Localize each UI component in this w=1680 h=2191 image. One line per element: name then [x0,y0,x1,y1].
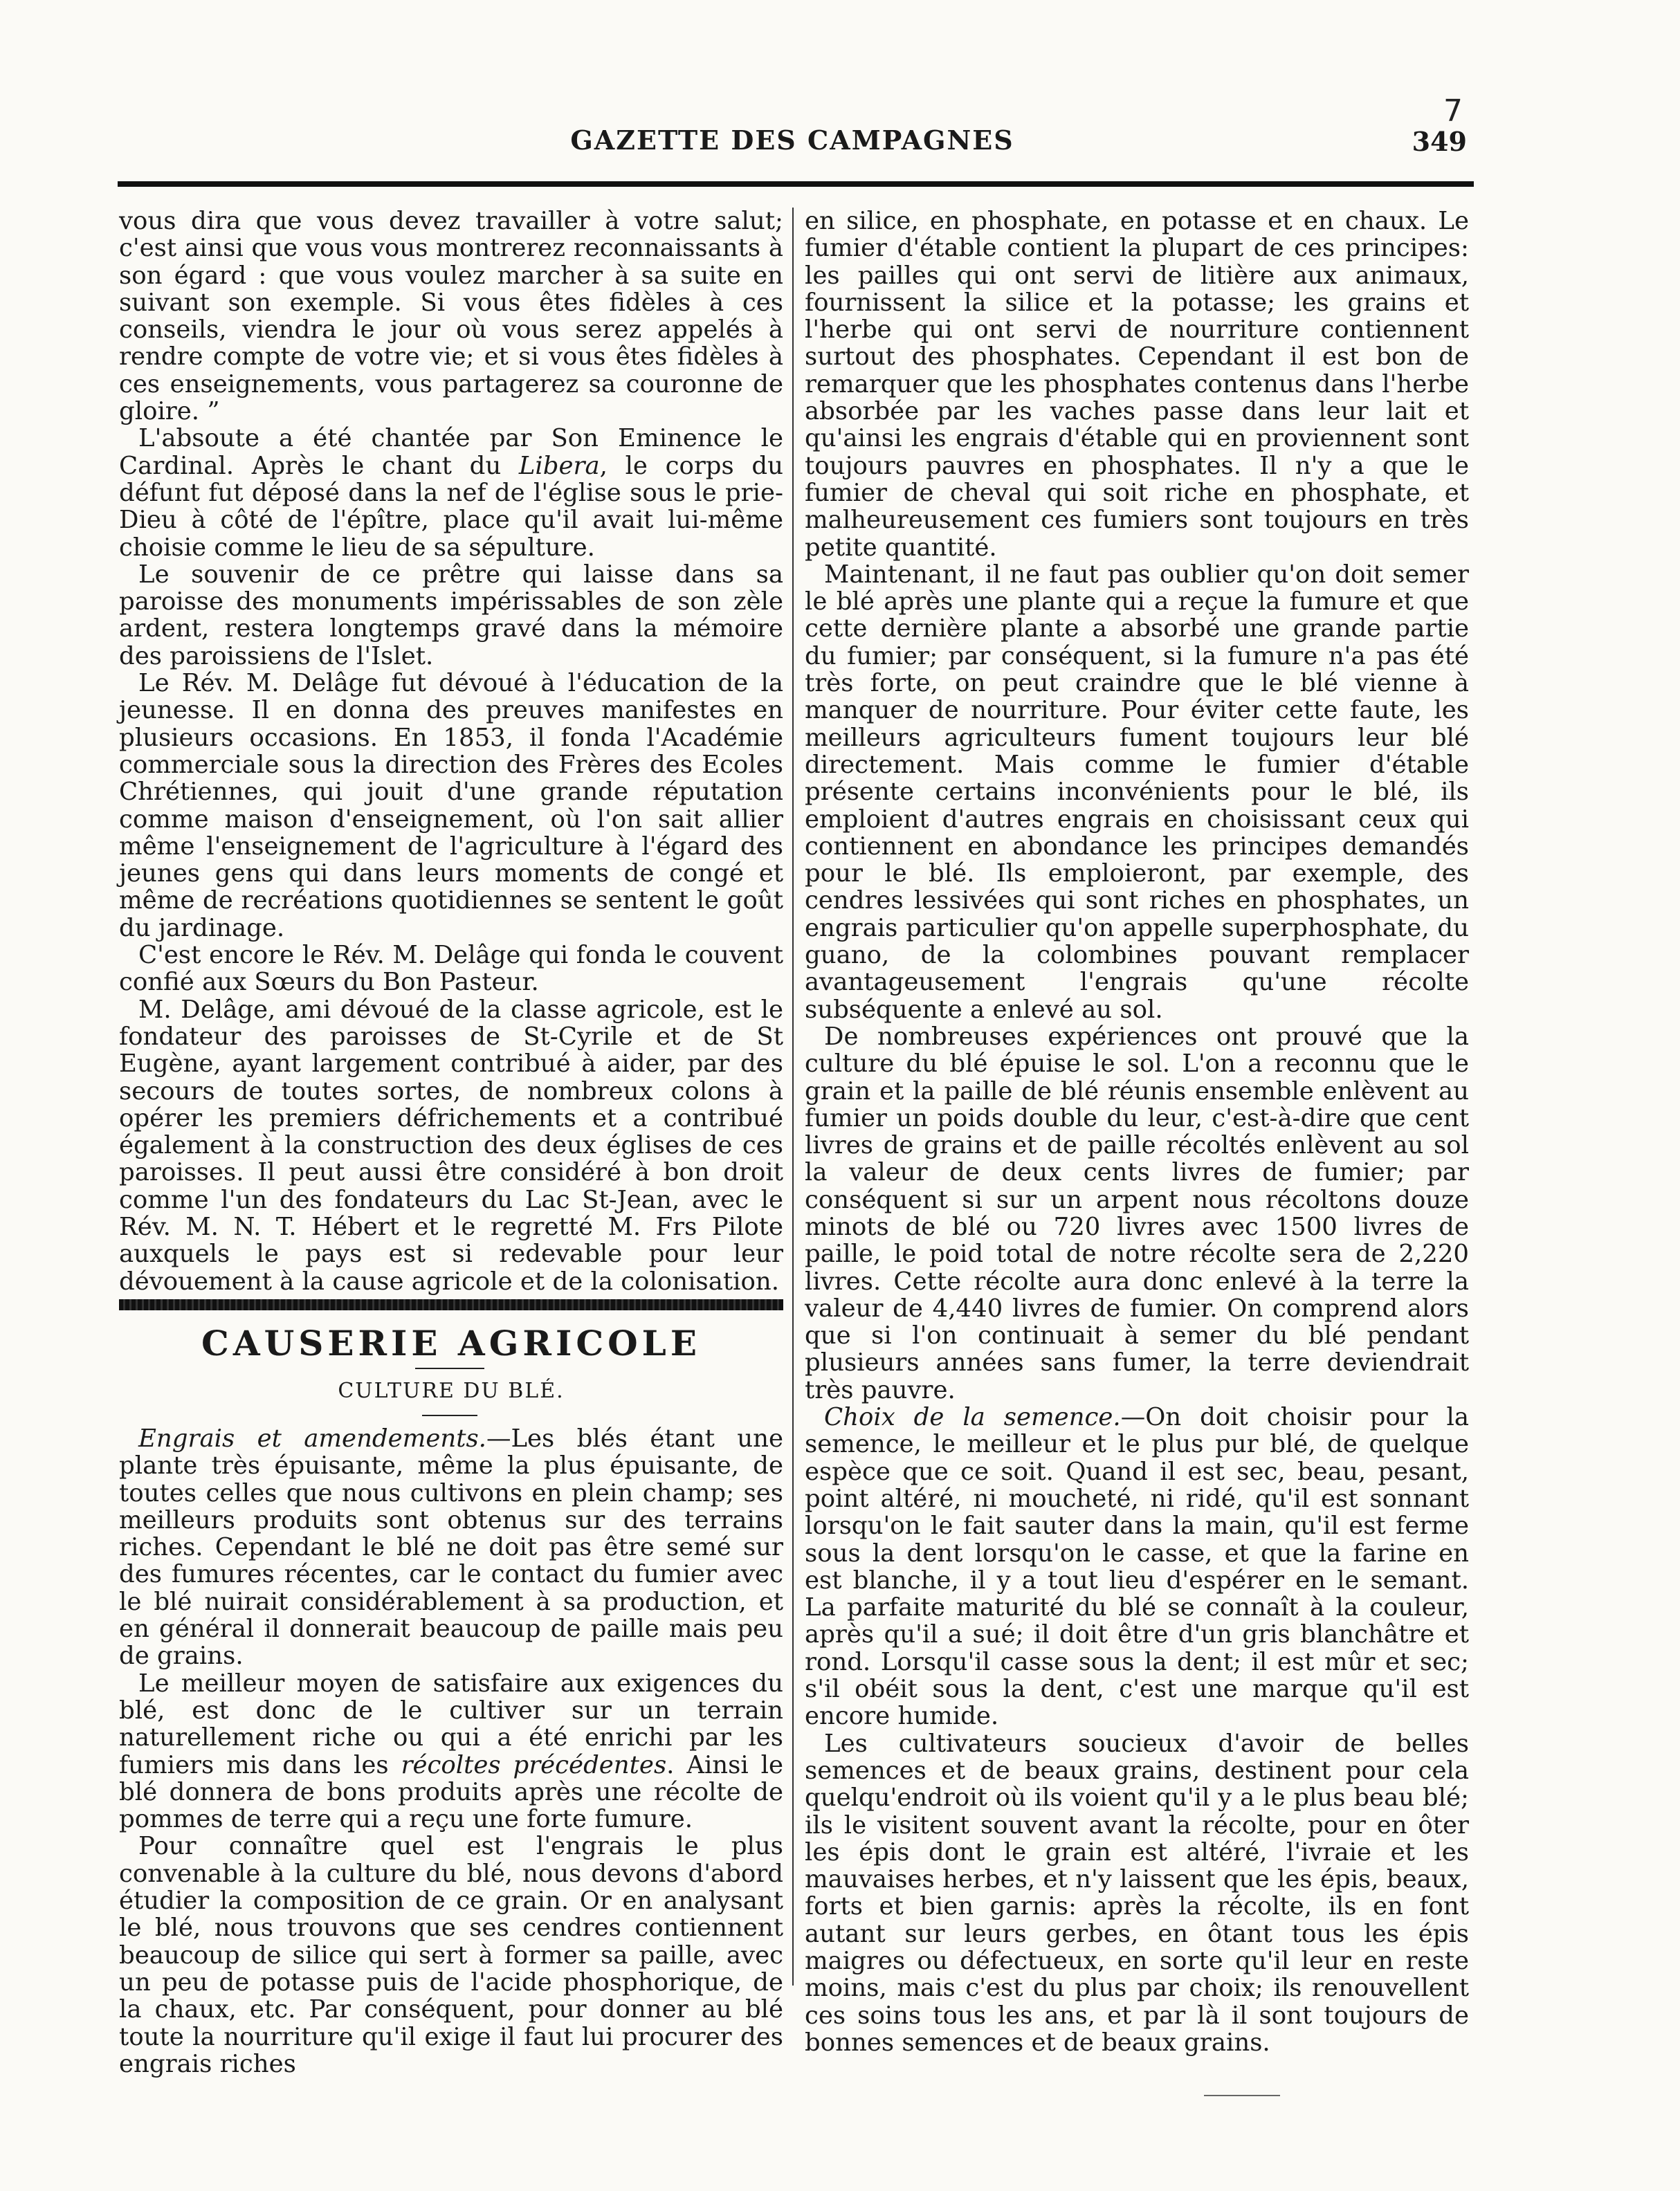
left-column-bottom [119,1425,783,2078]
paragraph: Choix de la semence.—On doit choisir pour la semence, le meilleur et le plus pur blé, de quelque espèce que ce soit. Quand il est sec, beau, pesant, point altéré, ni moucheté, ni ridé, qu'il est sonnant lorsqu'on le fait sauter dans la main, qu'il est ferme sous la dent lorsqu'on le casse, et que la farine en est blanche, il y a tout lieu d'espérer en le semant. La parfaite maturité du blé se connaît à la couleur, après qu'il a sué; il doit être d'un gris blanchâtre et rond. Lorsqu'il casse sous la dent; il est mûr et sec; s'il obéit sous la dent, c'est une marque qu'il est encore humide. [805,1403,1469,1731]
paragraph: M. Delâge, ami dévoué de la classe agricole, est le fondateur des paroisses de St-Cyrile et de St Eugène, ayant largement contribué à aider, par des secours de toutes sortes, de nombreux colons à opérer les premiers défrichements et a contribué également à la construction des deux églises de ces paroisses. Il peut aussi être considéré à bon droit comme l'un des fondateurs du Lac St-Jean, avec le Rév. M. N. T. Hébert et le regretté M. Frs Pilote auxquels le pays est si redevable pour leur dévouement à la cause agricole et de la colonisation. [119,995,783,1296]
paragraph: Maintenant, il ne faut pas oublier qu'on doit semer le blé après une plante qui a reçue la fumure et que cette dernière plante a absorbé une grande partie du fumier; par conséquent, si la fumure n'a pas été très forte, on peut craindre que le blé vienne à manquer de nourriture. Pour éviter cette faute, les meilleurs agriculteurs fument toujours leur blé directement. Mais comme le fumier d'étable présente certains inconvénients pour le blé, ils emploient d'autres engrais en choisissant ceux qui contiennent en abondance les principes demandés pour le blé. Ils emploieront, par exemple, des cendres lessivées qui sont riches en phosphates, un engrais particulier qu'on appelle superphosphate, du guano, de la colombines pouvant remplacer avantageusement l'engrais qu'une récolte subséquente a enlevé au sol. [805,560,1469,1024]
paragraph: Le souvenir de ce prêtre qui laisse dans sa paroisse des monuments impérissables de son zèle ardent, restera longtemps gravé dans la mémoire des paroissiens de l'Islet. [119,560,783,670]
left-column-top [119,208,783,1295]
section-title: CAUSERIE AGRICOLE [201,1323,701,1364]
paragraph: Les cultivateurs soucieux d'avoir de belles semences et de beaux grains, destinent pour cela quelqu'endroit où ils voient qu'il y a le plus beau blé; ils le visitent souvent avant la récolte, pour en ôter les épis dont le grain est altéré, l'ivraie et les mauvaises herbes, et n'y laissent que les épis, beaux, forts et bien garnis: après la récolte, ils en font autant sur leurs gerbes, en ôtant tous les épis maigres ou défectueux, en sorte qu'il leur en reste moins, mais c'est du plus par choix; ils renouvellent ces soins tous les ans, et par là il sont toujours de bonnes semences et de beaux grains. [805,1729,1469,2057]
paragraph: Engrais et amendements.—Les blés étant une plante très épuisante, même la plus épuisante, de toutes celles que nous cultivons en plein champ; ses meilleurs produits sont obtenus sur des terrains riches. Cependant le blé ne doit pas être semé sur des fumures récentes, car le contact du fumier avec le blé nuirait considérablement à sa production, et en général il donnerait beaucoup de paille mais peu de grains. [119,1424,783,1671]
paragraph: en silice, en phosphate, en potasse et en chaux. Le fumier d'étable contient la plupart de ces principes: les pailles qui ont servi de litière aux animaux, fournissent la silice et la potasse; les grains et l'herbe qui ont servi de nourriture contiennent surtout des phosphates. Cependant il est bon de remarquer que les phosphates contenus dans l'herbe absorbée par les vaches passe dans leur lait et qu'ainsi les engrais d'étable qui en proviennent sont toujours pauvres en phosphates. Il n'y a que le fumier de cheval qui soit riche en phosphate, et malheureusement ces fumiers sont toujours en très petite quantité. [805,207,1469,562]
page-header [118,93,1467,166]
paragraph: L'absoute a été chantée par Son Eminence le Cardinal. Après le chant du Libera, le corps du défunt fut déposé dans la nef de l'église sous le prie-Dieu à côté de l'épître, place qu'il avait lui-même choisie comme le lieu de sa sépulture. [119,424,783,562]
paragraph: Le Rév. M. Delâge fut dévoué à l'éducation de la jeunesse. Il en donna des preuves manifestes en plusieurs occasions. En 1853, il fonda l'Académie commerciale sous la direction des Frères des Ecoles Chrétiennes, qui jouit d'une grande réputation comme maison d'enseignement, où l'on sait allier même l'enseignement de l'agriculture à l'égard des jeunes gens qui dans leurs moments de congé et même de recréations quotidiennes se sentent le goût du jardinage. [119,669,783,942]
right-column [805,208,1469,2056]
newspaper-title: GAZETTE DES CAMPAGNES [570,125,1014,156]
title-underline [415,1368,484,1369]
column-divider [792,208,794,1986]
bottom-dash [1204,2095,1280,2096]
section-divider [119,1299,783,1310]
paragraph: Pour connaître quel est l'engrais le plus convenable à la culture du blé, nous devons d'abord étudier la composition de ce grain. Or en analysant le blé, nous trouvons que ses cendres contiennent beaucoup de silice qui sert à former sa paille, avec un peu de potasse puis de l'acide phosphorique, de la chaux, etc. Par conséquent, pour donner au blé toute la nourriture qu'il exige il faut lui procurer des engrais riches [119,1832,783,2078]
section-subtitle: CULTURE DU BLÉ. [338,1379,565,1403]
paragraph: vous dira que vous devez travailler à votre salut; c'est ainsi que vous vous montrerez reconnaissants à son égard : que vous voulez marcher à sa suite en suivant son exemple. Si vous êtes fidèles à ces conseils, viendra le jour où vous serez appelés à rendre compte de votre vie; et si vous êtes fidèles à ces enseignements, vous partagerez sa couronne de gloire. ” [119,207,783,426]
paragraph: Le meilleur moyen de satisfaire aux exigences du blé, est donc de le cultiver sur un terrain naturellement riche ou qui a été enrichi par les fumiers mis dans les récoltes précédentes. Ainsi le blé donnera de bons produits après une récolte de pommes de terre qui a reçu une forte fumure. [119,1669,783,1834]
subtitle-underline [422,1415,477,1416]
header-rule [118,181,1474,187]
pencil-annotation: 7 [1443,93,1463,129]
page-number: 349 [1412,126,1467,157]
paragraph: C'est encore le Rév. M. Delâge qui fonda le couvent confié aux Sœurs du Bon Pasteur. [119,941,783,997]
paragraph: De nombreuses expériences ont prouvé que la culture du blé épuise le sol. L'on a reconnu que le grain et la paille de blé réunis ensemble enlèvent au fumier un poids double du leur, c'est-à-dire que cent livres de grains et de paille récoltés enlèvent au sol la valeur de deux cents livres de fumier; par conséquent si sur un arpent nous récoltons douze minots de blé ou 720 livres avec 1500 livres de paille, le poid total de notre récolte sera de 2,220 livres. Cette récolte aura donc enlevé à la terre la valeur de 4,440 livres de fumier. On comprend alors que si l'on continuait à semer du blé pendant plusieurs années sans fumer, la terre deviendrait très pauvre. [805,1022,1469,1404]
